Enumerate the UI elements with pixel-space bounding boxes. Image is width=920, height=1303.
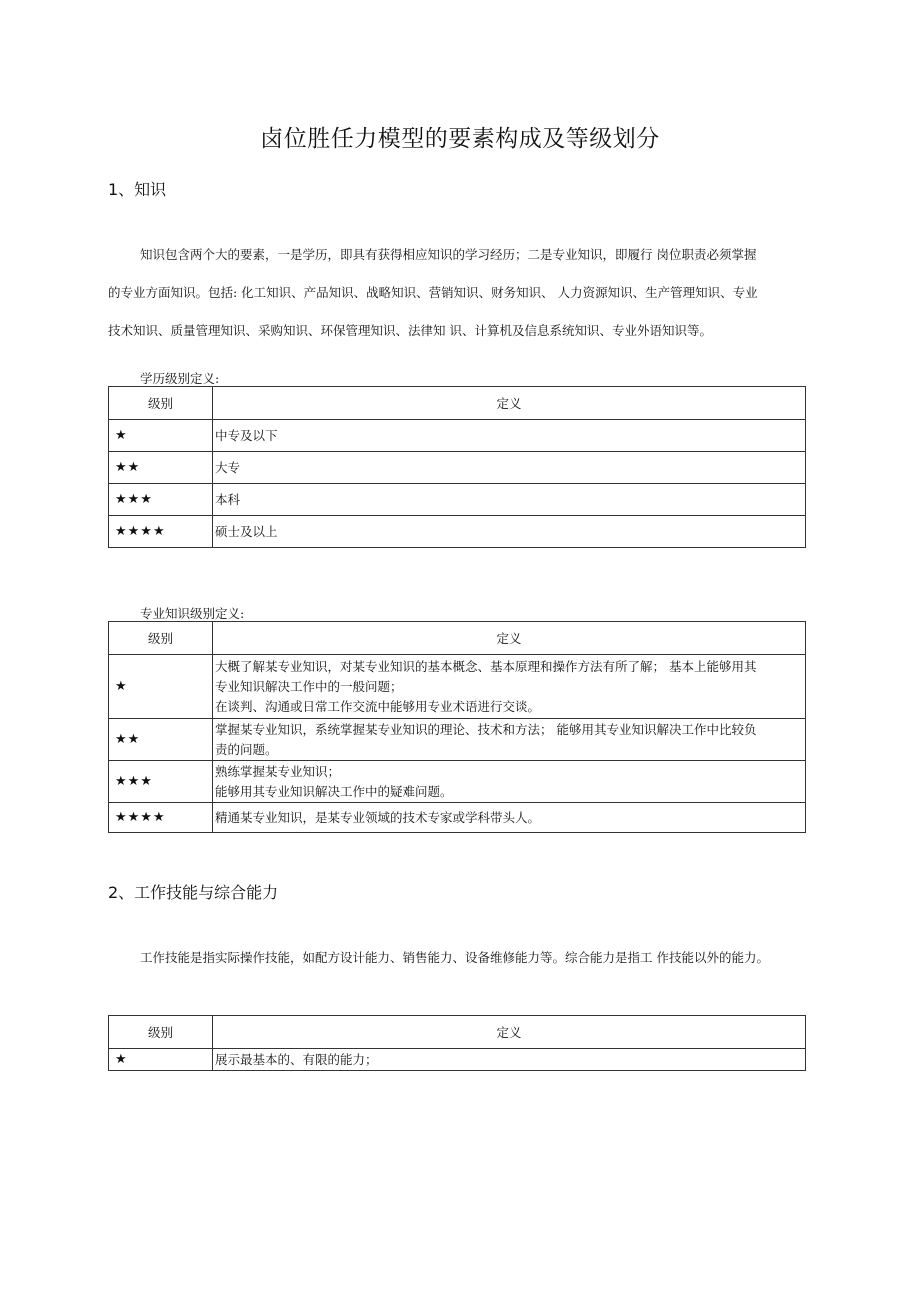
level-definition: 中专及以下 — [213, 420, 806, 452]
column-header-level: 级别 — [109, 622, 213, 655]
level-definition: 本科 — [213, 484, 806, 516]
definition-line: 能够用其专业知识解决工作中的疑难问题。 — [215, 783, 453, 799]
table-row — [109, 484, 806, 516]
level-definition: 展示最基本的、有限的能力； — [213, 1049, 806, 1071]
table-row — [109, 761, 806, 803]
level-stars: ★★★★ — [109, 516, 213, 548]
knowledge-paragraph — [108, 236, 808, 350]
level-stars: ★★★★ — [109, 803, 213, 833]
level-stars: ★ — [109, 655, 213, 719]
table-row — [109, 1049, 806, 1071]
level-definition — [213, 803, 806, 833]
level-stars: ★★ — [109, 452, 213, 484]
level-stars: ★★★ — [109, 761, 213, 803]
professional-table-caption: 专业知识级别定义: — [140, 606, 245, 621]
education-level-table — [108, 386, 806, 548]
column-header-level: 级别 — [109, 387, 213, 420]
level-definition — [213, 761, 806, 803]
page-title: 卤位胜任力模型的要素构成及等级划分 — [260, 126, 660, 152]
column-header-definition: 定义 — [213, 1016, 806, 1049]
level-definition — [213, 655, 806, 719]
column-header-definition: 定义 — [213, 622, 806, 655]
paragraph-line: 知识包含两个大的要素，一是学历，即具有获得相应知识的学习经历；二是专业知识，即履行 岗位职责必须掌握 — [140, 247, 757, 262]
table-row — [109, 719, 806, 761]
skills-level-table — [108, 1015, 806, 1071]
table-header-row — [109, 622, 806, 655]
level-definition: 大专 — [213, 452, 806, 484]
level-definition — [213, 719, 806, 761]
skills-paragraph — [108, 939, 808, 977]
section-heading-knowledge: 1、知识 — [108, 180, 167, 199]
paragraph-line: 的专业方面知识。包括: 化工知识、产品知识、战略知识、营销知识、财务知识、 人力资源知识、生产管理知识、专业 — [108, 285, 758, 300]
level-stars: ★★★ — [109, 484, 213, 516]
definition-line: 在谈判、沟通或日常工作交流中能够用专业术语进行交谈。 — [215, 698, 541, 714]
table-header-row — [109, 1016, 806, 1049]
table-row — [109, 452, 806, 484]
level-stars: ★★ — [109, 719, 213, 761]
definition-line: 大概了解某专业知识，对某专业知识的基本概念、基本原理和操作方法有所了解； 基本上能够用其 — [215, 658, 757, 674]
table-row — [109, 516, 806, 548]
paragraph-line: 工作技能是指实际操作技能，如配方设计能力、销售能力、设备维修能力等。综合能力是指工 作技能以外的能力。 — [140, 950, 769, 965]
column-header-level: 级别 — [109, 1016, 213, 1049]
table-row — [109, 420, 806, 452]
definition-line: 责的问题。 — [215, 741, 278, 757]
professional-level-table — [108, 621, 806, 833]
definition-line: 专业知识解决工作中的一般问题； — [215, 678, 403, 694]
education-table-caption: 学历级别定义: — [140, 371, 220, 386]
section-heading-skills: 2、工作技能与综合能力 — [108, 883, 279, 902]
definition-line: 精通某专业知识，是某专业领域的技术专家或学科带头人。 — [215, 809, 541, 825]
table-row — [109, 655, 806, 719]
level-stars: ★ — [109, 420, 213, 452]
paragraph-line: 技术知识、质量管理知识、采购知识、环保管理知识、法律知 识、计算机及信息系统知识、专业外语知识等。 — [108, 323, 712, 338]
column-header-definition: 定义 — [213, 387, 806, 420]
table-header-row — [109, 387, 806, 420]
level-definition: 硕士及以上 — [213, 516, 806, 548]
definition-line: 掌握某专业知识，系统掌握某专业知识的理论、技术和方法； 能够用其专业知识解决工作中比较负 — [215, 721, 757, 737]
level-stars: ★ — [109, 1049, 213, 1071]
definition-line: 熟练掌握某专业知识； — [215, 763, 341, 779]
table-row — [109, 803, 806, 833]
